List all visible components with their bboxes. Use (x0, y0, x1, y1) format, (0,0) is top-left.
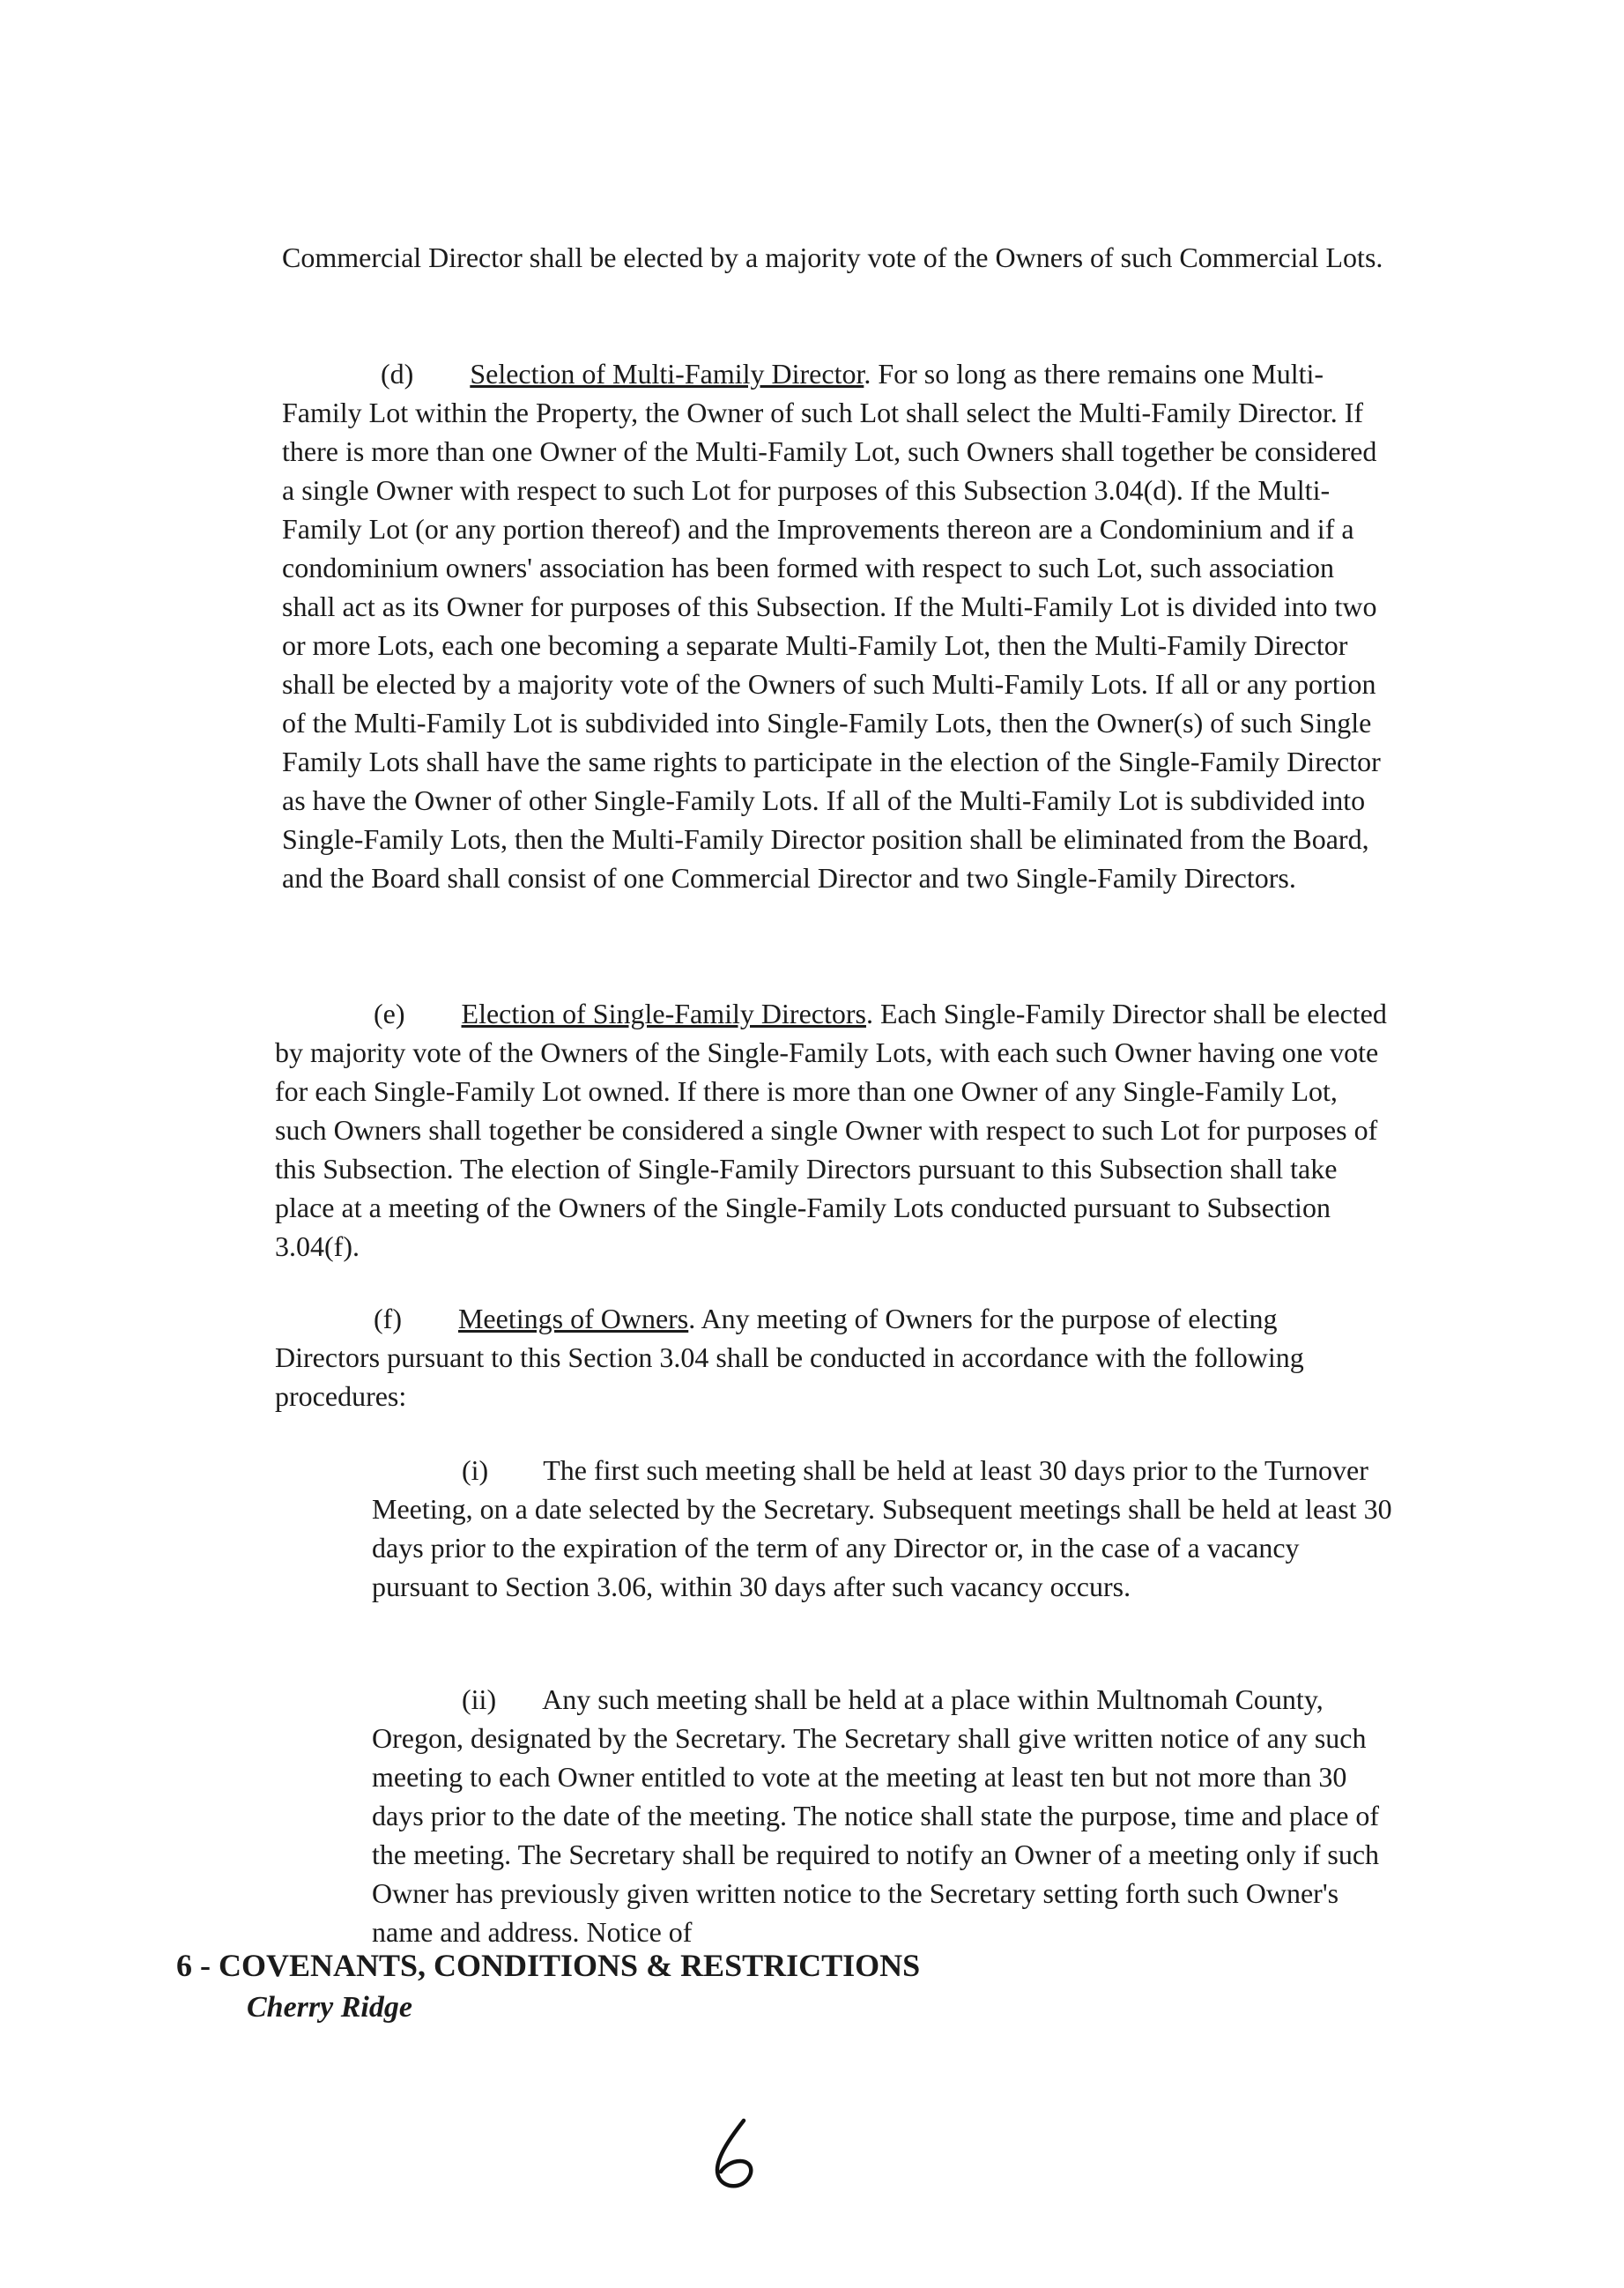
section-e-number: (e) (374, 998, 405, 1029)
section-d-paragraph (282, 354, 1394, 897)
item-i-body: The first such meeting shall be held at least 30 days prior to the Turnover Meeting, on a date selected by the Secretary. Subsequent meetings shall be held at least 30 days prior to the expiration of the term of any Director or, in the case of a vacancy pursuant to Section 3.06, within 30 days after such vacancy occurs. (372, 1454, 1392, 1602)
section-f-heading: Meetings of Owners (457, 1303, 689, 1334)
section-d-body: . For so long as there remains one Multi-Family Lot within the Property, the Owner of such Lot shall select the Multi-Family Director. If there is more than one Owner of the Multi-Family Lot, such Owners shall together be considered a single Owner with respect to such Lot for purposes of this Subsection 3.04(d). If the Multi-Family Lot (or any portion thereof) and the Improvements thereon are a Condominium and if a condominium owners' association has been formed with respect to such Lot, such association shall act as its Owner for purposes of this Subsection. If the Multi-Family Lot is divided into two or more Lots, each one becoming a separate Multi-Family Lot, then the Multi-Family Director shall be elected by a majority vote of the Owners of such Multi-Family Lots. If all or any portion of the Multi-Family Lot is subdivided into Single-Family Lots, then the Owner(s) of such Single Family Lots shall have the same rights to participate in the election of the Single-Family Director as have the Owner of other Single-Family Lots. If all of the Multi-Family Lot is subdivided into Single-Family Lots, then the Multi-Family Director position shall be eliminated from the Board, and the Board shall consist of one Commercial Director and two Single-Family Directors. (282, 358, 1381, 894)
section-d-number: (d) (381, 358, 414, 390)
item-i-paragraph (372, 1451, 1403, 1606)
section-d-heading: Selection of Multi-Family Director (470, 358, 864, 390)
section-f-paragraph (275, 1299, 1387, 1415)
handwritten-page-number (705, 2115, 775, 2195)
opening-paragraph (282, 238, 1383, 277)
item-ii-number: (ii) (462, 1683, 497, 1715)
section-e-body: . Each Single-Family Director shall be elected by majority vote of the Owners of the Single-Family Lots, with each such Owner having one vote for each Single-Family Lot owned. If there is more than one Owner of any Single-Family Lot, such Owners shall together be considered a single Owner with respect to such Lot for purposes of this Subsection. The election of Single-Family Directors pursuant to this Subsection shall take place at a meeting of the Owners of the Single-Family Lots conducted pursuant to Subsection 3.04(f). (275, 998, 1387, 1262)
section-f-number: (f) (374, 1303, 402, 1334)
footer-subtitle: Cherry Ridge (247, 1991, 412, 2024)
item-ii-body: Any such meeting shall be held at a place within Multnomah County, Oregon, designated by the Secretary. The Secretary shall give written notice of any such meeting to each Owner entitled to vote at the meeting at least ten but not more than 30 days prior to the date of the meeting. The notice shall state the purpose, time and place of the meeting. The Secretary shall be required to notify an Owner of a meeting only if such Owner has previously given written notice to the Secretary setting forth such Owner's name and address. Notice of (372, 1683, 1380, 1948)
item-ii-paragraph (372, 1680, 1403, 1951)
footer-title: 6 - COVENANTS, CONDITIONS & RESTRICTIONS (176, 1948, 921, 1983)
item-i-number: (i) (462, 1454, 489, 1486)
section-e-paragraph (275, 994, 1387, 1266)
section-e-heading: Election of Single-Family Directors (461, 998, 866, 1029)
section-f-body: . Any meeting of Owners for the purpose of electing Directors pursuant to this Section 3.04 shall be conducted in accordance with the following procedures: (275, 1303, 1304, 1412)
opening-text: Commercial Director shall be elected by a majority vote of the Owners of such Commercial Lots. (282, 241, 1383, 273)
